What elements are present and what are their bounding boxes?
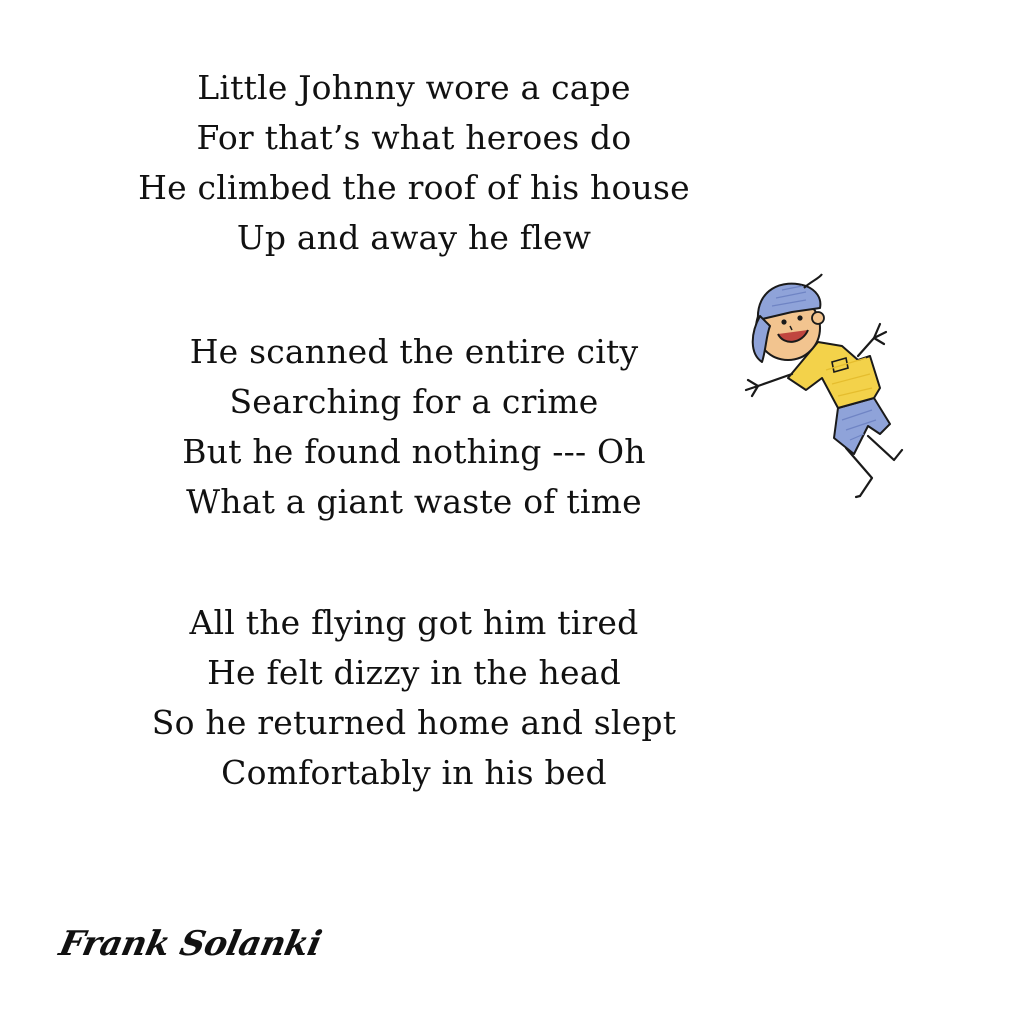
poem-line: He scanned the entire city bbox=[189, 332, 639, 371]
poem-line: He felt dizzy in the head bbox=[207, 653, 621, 692]
poem-line: For that’s what heroes do bbox=[196, 118, 632, 157]
poem-line: What a giant waste of time bbox=[186, 482, 642, 521]
poem-line: Searching for a crime bbox=[229, 382, 599, 421]
poem-line: Little Johnny wore a cape bbox=[197, 68, 631, 107]
author-signature: Frank Solanki bbox=[55, 924, 325, 964]
poem-line: Up and away he flew bbox=[236, 218, 592, 257]
stanza-2 bbox=[0, 327, 828, 527]
cap-brim bbox=[753, 316, 770, 362]
stanza-1 bbox=[0, 63, 828, 263]
poem-line: So he returned home and slept bbox=[151, 703, 677, 742]
flying-boy-cartoon-icon bbox=[722, 250, 922, 510]
poem-line: But he found nothing --- Oh bbox=[182, 432, 646, 471]
poem-line: Comfortably in his bed bbox=[221, 753, 607, 792]
poem-line: All the flying got him tired bbox=[189, 603, 639, 642]
poem-line: He climbed the roof of his house bbox=[138, 168, 690, 207]
stanza-3 bbox=[0, 598, 828, 798]
